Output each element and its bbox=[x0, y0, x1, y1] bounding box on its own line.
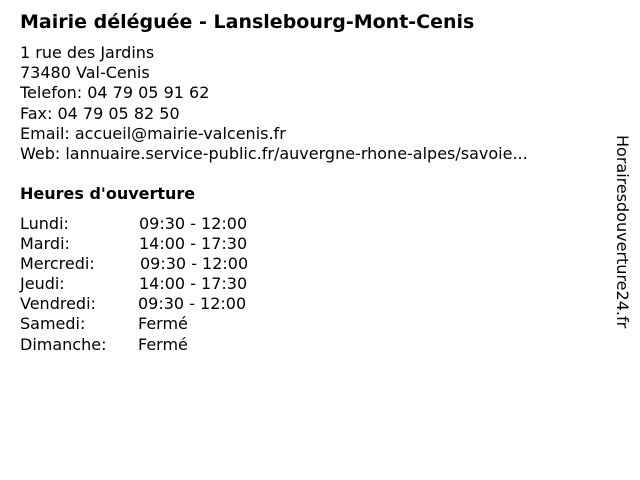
website-link: Web: lannuaire.service-public.fr/auvergne-rhone-alpes/savoie... bbox=[20, 143, 528, 163]
fax-number: Fax: 04 79 05 82 50 bbox=[20, 103, 180, 123]
page-title: Mairie déléguée - Lanslebourg-Mont-Cenis bbox=[20, 11, 475, 33]
time-range: Fermé bbox=[138, 314, 188, 334]
time-range: 14:00 - 17:30 bbox=[139, 274, 248, 294]
contact-block bbox=[20, 43, 528, 164]
time-range: 09:30 - 12:00 bbox=[139, 214, 248, 233]
day-label: Mardi: bbox=[20, 234, 70, 254]
phone-number: Telefon: 04 79 05 91 62 bbox=[20, 83, 210, 103]
time-range: 09:30 - 12:00 bbox=[140, 254, 249, 274]
site-watermark: Horairesdouverture24.fr bbox=[613, 135, 632, 329]
day-label: Mercredi: bbox=[20, 254, 95, 274]
time-range: 14:00 - 17:30 bbox=[139, 234, 248, 254]
email-address: Email: accueil@mairie-valcenis.fr bbox=[20, 123, 286, 143]
opening-hours-heading: Heures d'ouverture bbox=[20, 184, 196, 203]
day-label: Jeudi: bbox=[20, 274, 65, 294]
day-label: Vendredi: bbox=[20, 294, 96, 314]
time-range: 09:30 - 12:00 bbox=[138, 294, 247, 314]
time-range: Fermé bbox=[138, 334, 188, 354]
day-label: Dimanche: bbox=[20, 334, 107, 354]
day-label: Lundi: bbox=[20, 214, 69, 233]
street-address: 1 rue des Jardins bbox=[20, 43, 155, 62]
postal-city: 73480 Val-Cenis bbox=[20, 63, 150, 83]
day-label: Samedi: bbox=[20, 314, 86, 334]
